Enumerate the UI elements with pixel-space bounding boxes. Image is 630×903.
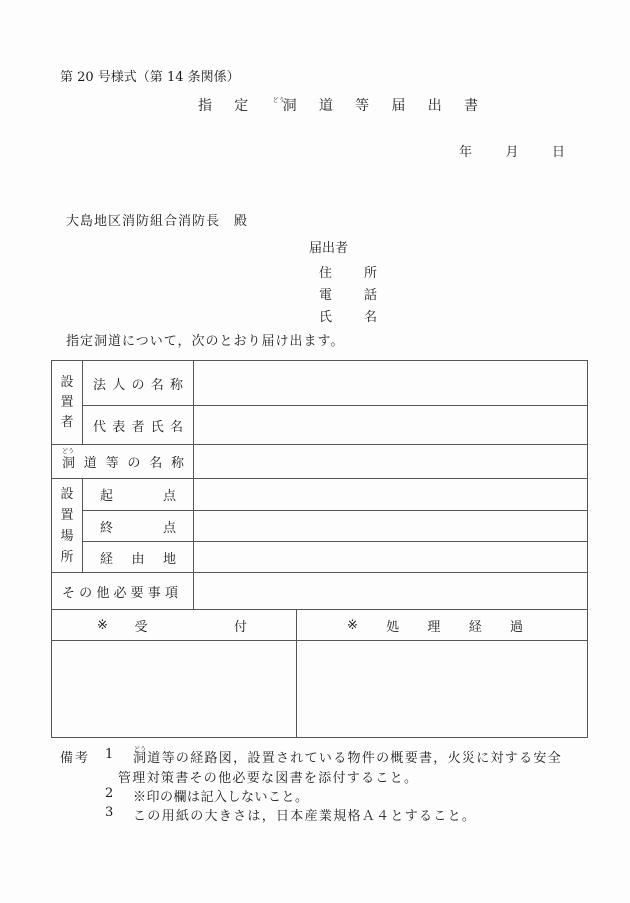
- label-char: 話: [363, 288, 377, 303]
- applicant-phone-field[interactable]: [319, 284, 377, 303]
- applicant-name-field[interactable]: [319, 306, 377, 325]
- addressee: [66, 210, 248, 229]
- applicant-heading: 届出者: [309, 241, 349, 256]
- ruby-text: どう: [62, 448, 75, 455]
- ruby-text: どう: [272, 97, 285, 104]
- note-number: 2: [105, 786, 114, 801]
- date-field[interactable]: [459, 141, 565, 160]
- label-char: 電: [319, 288, 333, 303]
- processing-box[interactable]: [297, 641, 587, 737]
- month-label: 月: [505, 145, 519, 160]
- via-point-input[interactable]: [194, 542, 587, 572]
- label-char: 所: [363, 266, 377, 281]
- title-char: 書: [463, 98, 478, 114]
- tunnel-name-input[interactable]: [194, 445, 587, 478]
- location-group-label: 設 置 場 所: [60, 486, 74, 565]
- ruby-text: どう: [134, 746, 147, 753]
- title-char: 届: [391, 98, 406, 114]
- label-char: 名: [363, 310, 377, 325]
- table-border-bottom: [51, 737, 588, 738]
- honorific: 殿: [234, 214, 249, 229]
- table-border-right: [587, 360, 588, 738]
- tunnel-name-label: どう 洞 道 等 の 名 称: [62, 448, 184, 471]
- corporate-name-input[interactable]: [194, 361, 587, 405]
- reception-box[interactable]: [52, 641, 296, 737]
- day-label: 日: [551, 145, 565, 160]
- label-char: 住: [319, 266, 333, 281]
- end-point-input[interactable]: [194, 511, 587, 541]
- corporate-name-label: 法 人 の 名 称: [93, 377, 183, 393]
- via-point-label: 経 由 地: [100, 551, 176, 567]
- processing-header: ※ 処 理 経 過: [347, 617, 523, 635]
- form-number: 第 20 号様式（第 14 条関係）: [60, 70, 240, 85]
- title-char: 道: [318, 98, 333, 114]
- title-char: 出: [427, 98, 442, 114]
- note-text: ※印の欄は記入しないこと。: [133, 790, 309, 805]
- representative-name-input[interactable]: [194, 406, 587, 444]
- note-number: 1: [105, 747, 114, 762]
- other-items-label: そ の 他 必 要 事 項: [62, 585, 178, 601]
- title-char: 等: [355, 98, 370, 114]
- applicant-address-field[interactable]: [319, 262, 377, 281]
- addressee-name: 大島地区消防組合消防長: [66, 214, 221, 229]
- note-text: どう 洞道等の経路図，設置されている物件の概要書，火災に対する安全: [133, 746, 563, 766]
- note-text-continued: 管理対策書その他必要な図書を添付すること。: [118, 771, 419, 786]
- start-point-input[interactable]: [194, 479, 587, 510]
- end-point-label: 終 点: [100, 520, 176, 536]
- col-divider: [82, 360, 83, 444]
- title-char: 定: [234, 98, 249, 114]
- note-text: この用紙の大きさは，日本産業規格Ａ４とすること。: [133, 809, 477, 824]
- year-label: 年: [459, 145, 473, 160]
- notes-heading: 備考: [60, 751, 91, 766]
- start-point-label: 起 点: [100, 489, 176, 504]
- title-char-with-ruby: $^{どう}$洞: [272, 97, 297, 114]
- note-number: 3: [105, 805, 114, 820]
- title-char: 指: [198, 98, 212, 114]
- document-title: [198, 95, 478, 115]
- intro-text: 指定洞道について，次のとおり届け出ます。: [66, 334, 345, 349]
- label-char: 氏: [319, 310, 333, 325]
- installer-group-label: 設 置 者: [60, 374, 74, 430]
- col-divider: [82, 478, 83, 572]
- other-items-input[interactable]: [194, 573, 587, 609]
- reception-header: ※ 受 付: [97, 617, 247, 635]
- representative-name-label: 代 表 者 氏 名: [93, 419, 183, 435]
